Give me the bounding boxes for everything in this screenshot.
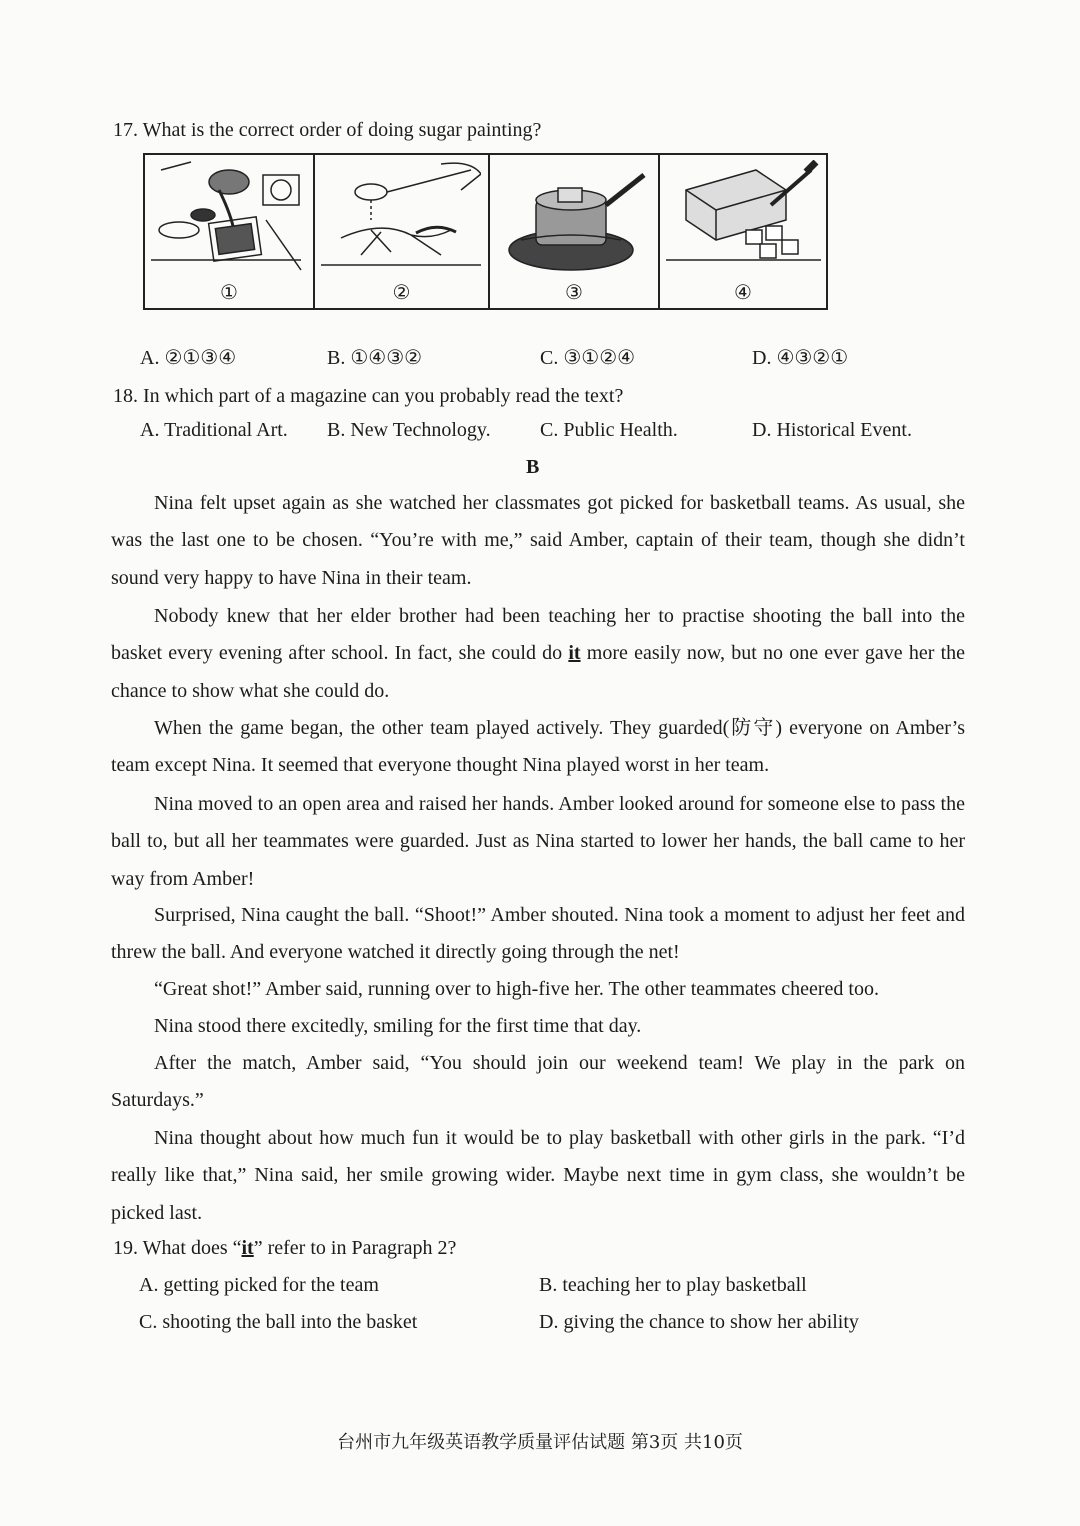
question-19 [113, 1237, 456, 1260]
passage-paragraph-3: When the game began, the other team played actively. They guarded(防守) everyone on Amber’s team except Nina. It seemed that everyone thought Nina played worst in her team. [111, 717, 965, 777]
picture-number: ① [220, 280, 238, 304]
q19-option-a[interactable]: A. getting picked for the team [139, 1274, 379, 1296]
q17-option-b[interactable]: B. ①④③② [327, 347, 423, 369]
picture-strip [143, 153, 828, 310]
passage-paragraph-8: After the match, Amber said, “You should join our weekend team! We play in the park on Saturdays.” [111, 1052, 965, 1112]
q19-option-d[interactable]: D. giving the chance to show her ability [539, 1311, 859, 1333]
q17-option-c[interactable]: C. ③①②④ [540, 347, 636, 369]
q18-option-b[interactable]: B. New Technology. [327, 419, 491, 441]
q19-option-c[interactable]: C. shooting the ball into the basket [139, 1311, 418, 1333]
question-18: 18. In which part of a magazine can you probably read the text? [113, 385, 624, 407]
passage-paragraph-2 [111, 598, 965, 710]
paragraph-text: Nobody knew that her elder brother had been teaching her to practise shooting the ball into the basket every evening after school. In fact, she could do [111, 605, 965, 665]
passage-paragraph-4: Nina moved to an open area and raised her hands. Amber looked around for someone else to pass the ball to, but all her teammates were guarded. Just as Nina started to lower her hands, the ball came to her way from Amber! [111, 793, 965, 890]
highlighted-word: it [241, 1237, 254, 1259]
drawing-bird-icon [321, 160, 481, 275]
picture-4 [660, 155, 826, 308]
picture-1 [145, 155, 315, 308]
question-17: 17. What is the correct order of doing sugar painting? [113, 119, 542, 141]
passage-paragraph-5: Surprised, Nina caught the ball. “Shoot!” Amber shouted. Nina took a moment to adjust her feet and threw the ball. And everyone watched it directly going through the net! [111, 904, 965, 964]
passage-paragraph-7: Nina stood there excitedly, smiling for the first time that day. [154, 1015, 642, 1037]
q17-option-a[interactable]: A. ②①③④ [140, 347, 237, 369]
passage-paragraph-9: Nina thought about how much fun it would be to play basketball with other girls in the park. “I’d really like that,” Nina said, her smile growing wider. Maybe next time in gym class, she wouldn’t be picked last. [111, 1127, 965, 1224]
picture-2 [315, 155, 490, 308]
section-heading: B [526, 456, 540, 478]
boiling-pot-icon [496, 160, 651, 275]
paragraph-text: more easily now, but no one ever gave her the chance to show what she could do. [111, 642, 966, 702]
picture-number: ③ [565, 280, 583, 304]
q18-option-c[interactable]: C. Public Health. [540, 419, 678, 441]
cutting-sugar-icon [666, 160, 821, 275]
question-text: ” refer to in Paragraph 2? [253, 1237, 457, 1259]
q17-option-d[interactable]: D. ④③②① [752, 347, 849, 369]
q18-option-a[interactable]: A. Traditional Art. [140, 419, 288, 441]
highlighted-word: it [568, 642, 581, 665]
picture-number: ② [392, 280, 411, 304]
q19-option-b[interactable]: B. teaching her to play basketball [539, 1274, 807, 1296]
q18-option-d[interactable]: D. Historical Event. [752, 419, 912, 441]
page-footer: 台州市九年级英语教学质量评估试题 第3页 共10页 [337, 1432, 743, 1453]
picture-number: ④ [734, 280, 752, 304]
pouring-sugar-icon [151, 160, 306, 275]
passage-paragraph-1: Nina felt upset again as she watched her classmates got picked for basketball teams. As usual, she was the last one to be chosen. “You’re with me,” said Amber, captain of their team, though she didn’t sound very happy to have Nina in their team. [111, 492, 965, 589]
picture-3 [490, 155, 660, 308]
question-text: 19. What does “ [113, 1237, 242, 1259]
passage-paragraph-6: “Great shot!” Amber said, running over to high-five her. The other teammates cheered too. [154, 978, 879, 1000]
